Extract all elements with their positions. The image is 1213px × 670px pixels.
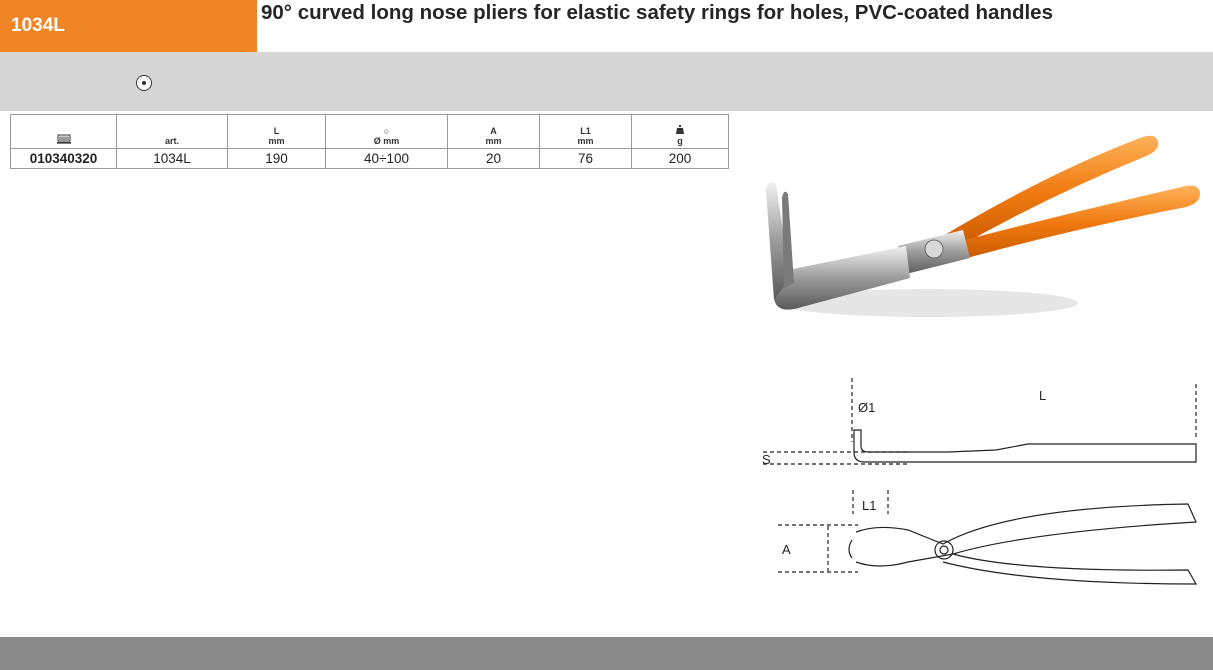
spec-table [10, 114, 729, 169]
col-header-a: A mm [448, 115, 540, 149]
col-header-length: L mm [228, 115, 326, 149]
weight-icon [676, 125, 684, 134]
label-l1: L1 [862, 498, 877, 513]
cell-a: 20 [448, 149, 540, 169]
label-l: L [1039, 388, 1047, 403]
col-header-code [11, 115, 117, 149]
label-a: A [782, 542, 791, 557]
col-header-l1: L1 mm [540, 115, 632, 149]
product-code: 1034L [0, 0, 257, 52]
table-row [11, 149, 729, 169]
header-band [0, 52, 1213, 111]
product-photo [748, 118, 1213, 333]
cell-weight: 200 [632, 149, 729, 169]
barcode-icon [57, 134, 71, 144]
col-header-diameter: ○ Ø mm [326, 115, 448, 149]
label-s: S [762, 452, 771, 467]
col-header-weight: g [632, 115, 729, 149]
cell-art: 1034L [117, 149, 228, 169]
product-title: 90° curved long nose pliers for elastic safety rings for holes, PVC-coated handles [261, 1, 1053, 24]
footer-bar [0, 637, 1213, 670]
cell-length: 190 [228, 149, 326, 169]
technical-drawing [748, 372, 1213, 602]
table-header-row [11, 115, 729, 149]
internal-ring-icon [136, 75, 152, 91]
col-header-art: art. [117, 115, 228, 149]
cell-code: 010340320 [11, 149, 117, 169]
cell-diameter: 40÷100 [326, 149, 448, 169]
label-d1: Ø1 [858, 400, 876, 415]
cell-l1: 76 [540, 149, 632, 169]
